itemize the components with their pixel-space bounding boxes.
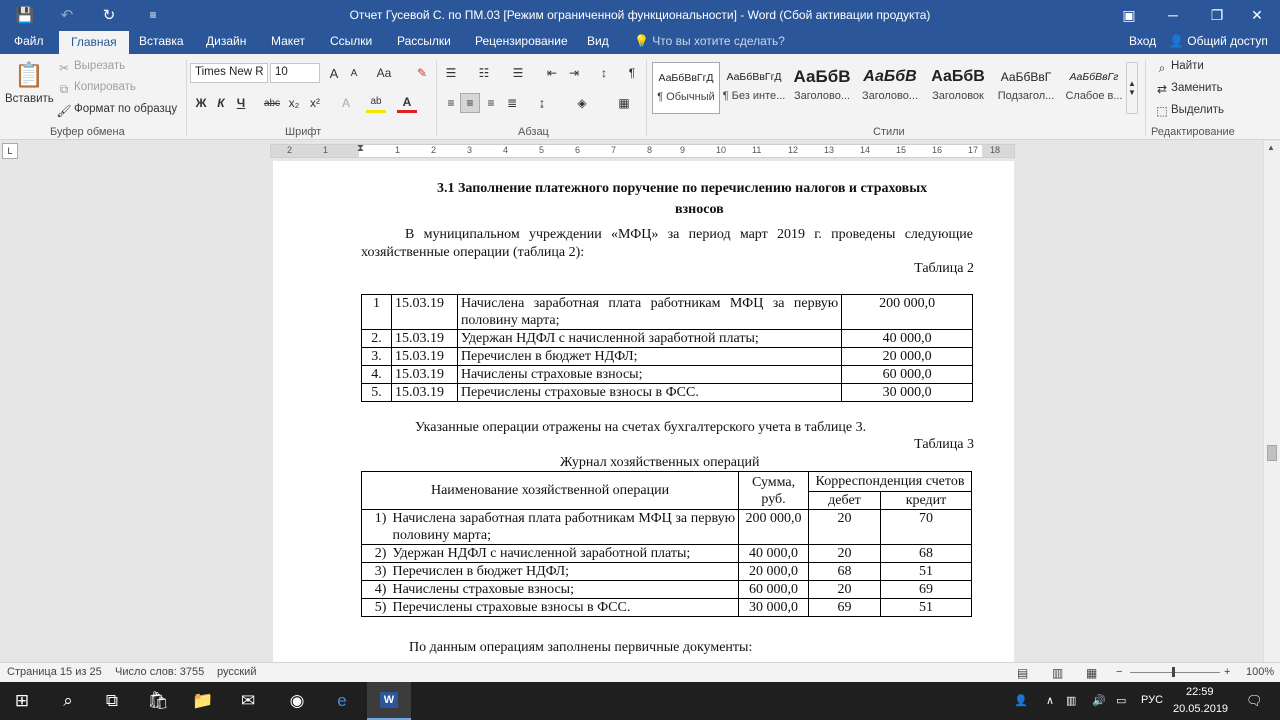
style-preview: АаБбВвГ [1000, 70, 1052, 84]
cell-description: Удержан НДФЛ с начисленной заработной платы; [457, 330, 841, 348]
chrome-icon[interactable]: ◉ [289, 691, 305, 710]
status-bar [0, 662, 1280, 682]
cell-date: 15.03.19 [391, 348, 457, 366]
zoom-out-icon[interactable]: − [1116, 666, 1123, 678]
table2-caption: Таблица 2 [914, 261, 974, 276]
cell-date: 15.03.19 [391, 384, 457, 402]
cell-credit: 51 [880, 599, 971, 617]
cell-credit: 68 [880, 545, 971, 563]
table-row [362, 599, 972, 617]
cell-amount: 200 000,0 [842, 295, 973, 330]
cell-description: Перечислены страховые взносы в ФСС. [389, 599, 738, 617]
style-preview: АаБбВвГгД [726, 71, 782, 83]
sign-in-link[interactable]: Вход [1129, 34, 1157, 48]
replace-button[interactable]: Заменить [1171, 82, 1223, 94]
table-row [362, 348, 973, 366]
divider [646, 60, 647, 136]
lightbulb-icon: 💡 [634, 34, 649, 48]
tab-design[interactable]: Дизайн [206, 34, 247, 48]
read-mode-icon[interactable]: ▤ [1017, 666, 1029, 680]
header-credit: кредит [880, 492, 971, 510]
paragraph-group-label: Абзац [518, 126, 549, 138]
scroll-thumb[interactable] [1267, 445, 1277, 461]
header-sum: Сумма, руб. [739, 472, 809, 510]
cell-description: Начислена заработная плата работникам МФЦ за первую половину марта; [457, 295, 841, 330]
shading-icon[interactable]: ◈ [577, 96, 587, 110]
minimize-button[interactable]: ─ [1168, 7, 1178, 23]
superscript-button[interactable]: x² [310, 96, 320, 110]
cell-number: 1 [362, 295, 392, 330]
show-formatting-icon[interactable]: ¶ [628, 66, 636, 80]
volume-icon[interactable]: 🔊 [1092, 695, 1106, 707]
table-header-row [362, 472, 972, 492]
style-heading2[interactable] [856, 62, 924, 114]
ruler-tick: 2 [431, 145, 437, 155]
cell-credit: 70 [880, 510, 971, 545]
cell-credit: 69 [880, 581, 971, 599]
page-counter[interactable]: Страница 15 из 25 [7, 666, 102, 678]
cell-sum: 40 000,0 [739, 545, 809, 563]
header-operation-name: Наименование хозяйственной операции [362, 472, 739, 510]
table-row [362, 510, 972, 545]
brush-icon: 🖌 [56, 104, 72, 118]
align-left-icon[interactable]: ≡ [447, 96, 455, 110]
cell-amount: 60 000,0 [842, 366, 973, 384]
windows-start-icon[interactable]: ⊞ [14, 691, 30, 710]
notifications-icon[interactable]: 🗨 [1246, 693, 1263, 708]
shrink-font-icon[interactable]: A [350, 67, 358, 79]
zoom-in-icon[interactable]: + [1224, 666, 1231, 678]
network-icon[interactable]: ▥ [1066, 695, 1077, 707]
header-debit: дебет [809, 492, 881, 510]
ruler-tick: 2 [287, 145, 293, 155]
search-icon: ⌕ [1158, 60, 1166, 75]
cell-description: Начислена заработная плата работникам МФЦ за первую половину марта; [389, 510, 738, 545]
font-name-combo[interactable]: Times New R [190, 63, 268, 83]
scroll-up-icon[interactable]: ▲ [1267, 143, 1275, 152]
style-label: Заголовок [932, 90, 984, 102]
cell-description: Начислены страховые взносы; [389, 581, 738, 599]
ruler-tick: 15 [896, 145, 907, 155]
cell-description: Удержан НДФЛ с начисленной заработной платы; [389, 545, 738, 563]
ruler-tick: 10 [716, 145, 727, 155]
ruler-tick: 14 [860, 145, 871, 155]
style-preview: АаБбВвГг [1069, 71, 1119, 83]
cell-number: 3) [362, 563, 390, 581]
battery-icon[interactable]: ▭ [1116, 695, 1127, 707]
ruler-tick: 8 [647, 145, 653, 155]
ruler-tick: 18 [990, 145, 1001, 155]
tab-home[interactable]: Главная [59, 31, 129, 54]
style-no-spacing[interactable] [720, 62, 788, 114]
ruler-tick: 7 [611, 145, 617, 155]
cell-amount: 40 000,0 [842, 330, 973, 348]
user-icon: 👤 [1169, 34, 1184, 48]
increase-indent-icon[interactable]: ⇥ [568, 66, 580, 80]
line-spacing-icon[interactable]: ↨ [539, 96, 545, 110]
style-preview: АаБбВ [863, 68, 917, 85]
style-label: Заголово... [793, 90, 851, 102]
table-row [362, 563, 972, 581]
divider [1145, 60, 1146, 136]
styles-scroll[interactable] [1126, 62, 1138, 114]
share-button[interactable] [1169, 34, 1268, 48]
ruler-tick: 12 [788, 145, 799, 155]
divider [436, 60, 437, 136]
web-layout-icon[interactable]: ▦ [1086, 666, 1098, 680]
clock-date[interactable]: 20.05.2019 [1173, 703, 1229, 715]
ruler-tick: 1 [395, 145, 401, 155]
ruler-margin-left [271, 145, 359, 157]
closing-paragraph: По данным операциям заполнены первичные документы: [409, 640, 753, 655]
cell-date: 15.03.19 [391, 366, 457, 384]
cell-sum: 20 000,0 [739, 563, 809, 581]
style-title[interactable] [924, 62, 992, 114]
styles-group-label: Стили [873, 126, 905, 138]
ribbon [0, 54, 1280, 140]
grow-font-icon[interactable]: A [329, 65, 339, 81]
title-bar [0, 0, 1280, 30]
ruler-tick: 16 [932, 145, 943, 155]
style-label: Заголово... [861, 90, 919, 102]
journal-table [361, 471, 972, 617]
bold-button[interactable]: Ж [195, 96, 207, 110]
cell-description: Перечислен в бюджет НДФЛ; [457, 348, 841, 366]
vertical-scrollbar[interactable] [1263, 141, 1280, 662]
tab-selector[interactable]: L [2, 143, 18, 159]
cell-debit: 20 [809, 581, 881, 599]
sort-icon[interactable]: ↕ [601, 66, 607, 80]
intro-paragraph-line2: хозяйственные операции (таблица 2): [361, 245, 585, 260]
style-preview: АаБбВвГгД [658, 72, 714, 84]
style-subtitle[interactable] [992, 62, 1060, 114]
ruler-tick: 1 [323, 145, 329, 155]
cell-description: Перечислены страховые взносы в ФСС. [457, 384, 841, 402]
ribbon-display-options-icon[interactable]: ▣ [1122, 6, 1136, 23]
chevron-down-icon: ▼ [1128, 88, 1136, 97]
indent-marker-icon[interactable]: ⧗ [357, 143, 365, 154]
tab-file[interactable]: Файл [14, 34, 44, 48]
ruler-tick: 17 [968, 145, 979, 155]
operations-table [361, 294, 973, 402]
word-logo-icon: W [380, 692, 398, 708]
subscript-button[interactable]: x₂ [288, 96, 300, 110]
bullets-icon[interactable]: ☰ [445, 66, 457, 80]
table3-intro-paragraph: Указанные операции отражены на счетах бухгалтерского учета в таблице 3. [415, 420, 867, 435]
tab-review[interactable]: Рецензирование [475, 34, 568, 48]
undo-icon[interactable]: ↶ [60, 7, 74, 24]
italic-button[interactable]: К [217, 96, 225, 110]
style-normal[interactable] [652, 62, 720, 114]
style-label: Слабое в... [1065, 90, 1123, 102]
select-button[interactable]: Выделить [1171, 104, 1225, 116]
cell-amount: 30 000,0 [842, 384, 973, 402]
share-label: Общий доступ [1187, 34, 1268, 48]
word-app-icon[interactable] [367, 682, 411, 720]
search-icon[interactable]: ⌕ [63, 691, 73, 710]
multilevel-list-icon[interactable]: ☰ [512, 66, 524, 80]
decrease-indent-icon[interactable]: ⇤ [546, 66, 558, 80]
text-effects-icon[interactable]: A [341, 96, 350, 110]
cell-description: Начислены страховые взносы; [457, 366, 841, 384]
cell-number: 2) [362, 545, 390, 563]
style-preview: АаБбВ [931, 68, 985, 85]
style-label: Подзагол... [997, 90, 1055, 102]
ruler-tick: 6 [575, 145, 581, 155]
cell-sum: 60 000,0 [739, 581, 809, 599]
ruler-tick: 9 [680, 145, 686, 155]
change-case-icon[interactable]: Aa [376, 66, 392, 80]
cell-debit: 20 [809, 510, 881, 545]
language[interactable]: русский [217, 666, 257, 678]
table3-title: Журнал хозяйственных операций [560, 455, 760, 470]
borders-icon[interactable]: ▦ [618, 96, 630, 110]
task-view-icon[interactable]: ⧉ [105, 691, 119, 710]
folder-icon[interactable]: 📁 [192, 691, 214, 710]
cell-number: 5. [362, 384, 392, 402]
section-heading-line2: взносов [675, 202, 724, 217]
font-group-label: Шрифт [285, 126, 322, 138]
cell-date: 15.03.19 [391, 330, 457, 348]
table-row [362, 384, 973, 402]
cell-sum: 30 000,0 [739, 599, 809, 617]
store-icon[interactable]: 🛍 [147, 691, 169, 710]
ruler-row [0, 141, 1280, 161]
table-row [362, 581, 972, 599]
ruler-tick: 4 [503, 145, 509, 155]
editing-group-label: Редактирование [1151, 126, 1235, 138]
chevron-up-icon: ▲ [1128, 79, 1136, 88]
ruler-tick: 3 [467, 145, 473, 155]
horizontal-ruler[interactable] [270, 144, 1015, 158]
tab-insert[interactable]: Вставка [139, 34, 184, 48]
section-heading-line1: 3.1 Заполнение платежного поручение по перечислению налогов и страховых [437, 181, 928, 196]
ruler-tick: 11 [752, 145, 762, 155]
format-painter-button[interactable]: Формат по образцу [74, 103, 178, 115]
tell-me-search[interactable] [634, 34, 785, 48]
cell-debit: 69 [809, 599, 881, 617]
cell-sum: 200 000,0 [739, 510, 809, 545]
zoom-slider[interactable] [1130, 672, 1220, 673]
close-button[interactable]: ✕ [1251, 6, 1263, 23]
redo-icon[interactable]: ↻ [102, 7, 116, 24]
tab-view[interactable]: Вид [587, 34, 609, 48]
select-icon: ⬚ [1156, 104, 1168, 118]
cell-number: 1) [362, 510, 390, 545]
numbering-icon[interactable]: ☷ [478, 66, 490, 80]
cell-number: 3. [362, 348, 392, 366]
maximize-button[interactable]: ❐ [1210, 6, 1224, 23]
cell-credit: 51 [880, 563, 971, 581]
style-subtle-emphasis[interactable] [1060, 62, 1128, 114]
replace-icon: ⇄ [1156, 82, 1168, 96]
zoom-slider-thumb[interactable] [1172, 667, 1175, 677]
ruler-tick: 13 [824, 145, 835, 155]
align-center-icon[interactable]: ≡ [460, 93, 480, 113]
copy-button[interactable]: Копировать [74, 81, 136, 93]
cell-number: 2. [362, 330, 392, 348]
save-icon[interactable]: 💾 [15, 7, 35, 24]
font-color-icon[interactable]: A [397, 93, 417, 113]
header-correspondence: Корреспонденция счетов [809, 472, 972, 492]
window-title: Отчет Гусевой С. по ПМ.03 [Режим ограниченной функциональности] - Word (Сбой активации продукта) [349, 8, 931, 22]
clock-time[interactable]: 22:59 [1186, 686, 1214, 698]
style-label: ¶ Обычный [657, 91, 715, 103]
scissors-icon: ✂ [58, 61, 70, 75]
tell-me-label: Что вы хотите сделать? [652, 34, 785, 48]
print-layout-icon[interactable]: ▥ [1052, 666, 1064, 680]
strikethrough-button[interactable]: abc [263, 97, 281, 109]
document-page[interactable] [273, 161, 1014, 662]
zoom-level[interactable]: 100% [1246, 666, 1275, 678]
style-heading1[interactable] [788, 62, 856, 114]
tab-references[interactable]: Ссылки [330, 34, 373, 48]
tray-chevron-icon[interactable]: ∧ [1046, 695, 1055, 707]
language-indicator[interactable]: РУС [1141, 694, 1164, 706]
justify-icon[interactable]: ≣ [506, 96, 518, 110]
ruler-tick: 5 [539, 145, 545, 155]
cell-number: 5) [362, 599, 390, 617]
clear-formatting-icon[interactable]: ✎ [416, 66, 428, 80]
cell-amount: 20 000,0 [842, 348, 973, 366]
style-preview: АаБбВ [793, 67, 851, 86]
word-count[interactable]: Число слов: 3755 [115, 666, 205, 678]
cell-number: 4. [362, 366, 392, 384]
cell-debit: 68 [809, 563, 881, 581]
cell-date: 15.03.19 [391, 295, 457, 330]
cell-debit: 20 [809, 545, 881, 563]
font-size-combo[interactable]: 10 [270, 63, 320, 83]
ribbon-tabs [0, 30, 1280, 54]
table-row [362, 366, 973, 384]
copy-icon: ⧉ [59, 81, 69, 96]
find-button[interactable]: Найти [1171, 60, 1204, 72]
highlight-icon[interactable]: ab [366, 93, 386, 113]
tab-mailings[interactable]: Рассылки [397, 34, 451, 48]
intro-paragraph-line1: В муниципальном учреждении «МФЦ» за период март 2019 г. проведены следующие [405, 227, 973, 242]
clipboard-group-label: Буфер обмена [50, 126, 125, 138]
table-row [362, 330, 973, 348]
cell-number: 4) [362, 581, 390, 599]
cut-button[interactable]: Вырезать [74, 60, 126, 72]
table3-caption: Таблица 3 [914, 437, 974, 452]
people-icon[interactable]: 👤 [1014, 695, 1028, 707]
divider [186, 60, 187, 136]
mail-icon[interactable]: ✉ [240, 691, 256, 710]
customize-qa-icon[interactable]: ≡ [149, 8, 157, 22]
align-right-icon[interactable]: ≡ [487, 96, 495, 110]
table-row [362, 545, 972, 563]
underline-button[interactable]: Ч [236, 96, 246, 110]
paste-button[interactable]: Вставить [5, 93, 54, 105]
table-row [362, 295, 973, 330]
edge-icon[interactable]: e [337, 691, 347, 710]
tab-layout[interactable]: Макет [271, 34, 305, 48]
cell-description: Перечислен в бюджет НДФЛ; [389, 563, 738, 581]
style-label: ¶ Без инте... [722, 90, 786, 102]
paste-icon[interactable]: 📋 [14, 61, 44, 89]
taskbar [0, 682, 1280, 720]
